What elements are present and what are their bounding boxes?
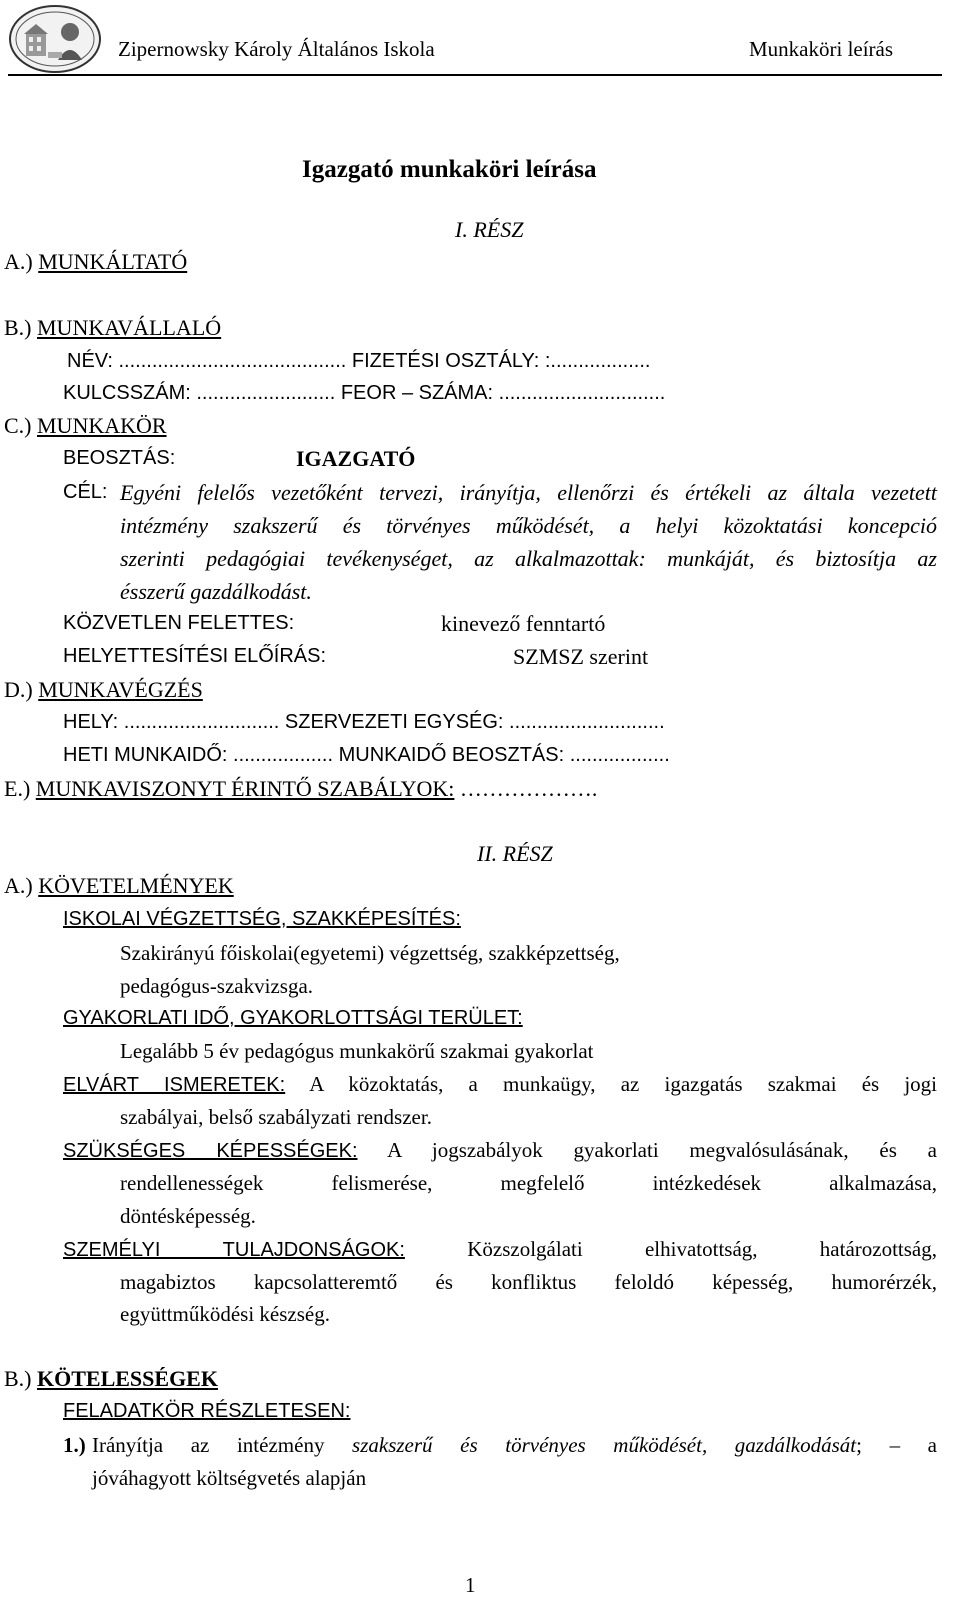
personal-text-1: Közszolgálati elhivatottság, határozottság, — [467, 1237, 938, 1261]
experience-value: Legalább 5 év pedagógus munkakörű szakmai gyakorlat — [120, 1039, 594, 1063]
section-e-label: MUNKAVISZONYT ÉRINTŐ SZABÁLYOK: — [35, 776, 455, 801]
task-1-text-c: ; – a — [856, 1433, 937, 1457]
section-c-prefix: C.) — [4, 413, 32, 438]
tasks-label: FELADATKÖR RÉSZLETESEN: — [63, 1400, 351, 1422]
key-number-line: KULCSSZÁM: ......................... FEOR – SZÁMA: .............................. — [63, 382, 666, 404]
section-c-heading — [4, 413, 167, 439]
task-1-line-2: jóváhagyott költségvetés alapján — [92, 1466, 367, 1490]
page-number: 1 — [465, 1573, 476, 1597]
personal-line-3: együttműködési készség. — [120, 1302, 330, 1326]
goal-line-4: ésszerű gazdálkodást. — [120, 579, 312, 604]
skills-line-2: rendellenességek felismerése, megfelelő intézkedések alkalmazása, — [120, 1171, 937, 1195]
section-d-prefix: D.) — [4, 677, 33, 702]
goal-line-2: intézmény szakszerű és törvényes működését, a helyi közoktatási koncepció — [120, 513, 937, 538]
personal-line-2: magabiztos kapcsolatteremtő és konfliktus feloldó képesség, humorérzék, — [120, 1270, 937, 1294]
education-line-1: Szakirányú főiskolai(egyetemi) végzettség, szakképzettség, — [120, 941, 620, 965]
goal-label: CÉL: — [63, 481, 108, 503]
knowledge-label: ELVÁRT ISMERETEK: — [63, 1074, 286, 1096]
section-b-heading — [4, 315, 221, 341]
education-label: ISKOLAI VÉGZETTSÉG, SZAKKÉPESÍTÉS: — [63, 908, 461, 930]
deputy-label: HELYETTESÍTÉSI ELŐÍRÁS: — [63, 645, 327, 667]
deputy-value: SZMSZ szerint — [513, 644, 649, 669]
personal-line-1 — [63, 1237, 937, 1262]
section-b-label: MUNKAVÁLLALÓ — [37, 315, 222, 340]
section-a-label: MUNKÁLTATÓ — [38, 249, 188, 274]
knowledge-text-1: A közoktatás, a munkaügy, az igazgatás szakmai és jogi — [309, 1072, 938, 1096]
superior-value: kinevező fenntartó — [441, 611, 606, 636]
name-line: NÉV: ......................................... FIZETÉSI OSZTÁLY: :.................. — [67, 350, 651, 372]
school-logo-icon — [8, 4, 102, 74]
goal-line-3: szerinti pedagógiai tevékenységet, az alkalmazottak: munkáját, és biztosítja az — [120, 546, 937, 571]
section-c-label: MUNKAKÖR — [37, 413, 167, 438]
section-b-prefix: B.) — [4, 315, 32, 340]
section-d-heading — [4, 677, 203, 703]
section-e-heading — [4, 776, 597, 802]
requirements-label: KÖVETELMÉNYEK — [38, 873, 234, 898]
section-e-prefix: E.) — [4, 776, 31, 801]
superior-label: KÖZVETLEN FELETTES: — [63, 612, 295, 634]
duties-label: KÖTELESSÉGEK — [37, 1366, 218, 1391]
requirements-prefix: A.) — [4, 873, 33, 898]
duties-heading — [4, 1366, 218, 1392]
skills-text-1: A jogszabályok gyakorlati megvalósulásának, és a — [387, 1138, 938, 1162]
duties-prefix: B.) — [4, 1366, 32, 1391]
place-line: HELY: ............................ SZERVEZETI EGYSÉG: ............................ — [63, 711, 665, 733]
skills-line-3: döntésképesség. — [120, 1204, 256, 1228]
header-school-name: Zipernowsky Károly Általános Iskola — [118, 37, 435, 61]
section-d-label: MUNKAVÉGZÉS — [38, 677, 203, 702]
header-document-type: Munkaköri leírás — [749, 37, 894, 61]
section-a-prefix: A.) — [4, 249, 33, 274]
knowledge-line-2: szabályai, belső szabályzati rendszer. — [120, 1105, 432, 1129]
task-1-number: 1.) — [63, 1433, 86, 1457]
skills-label: SZÜKSÉGES KÉPESSÉGEK: — [63, 1140, 358, 1162]
skills-line-1 — [63, 1138, 937, 1163]
task-1-text-a: Irányítja az intézmény — [92, 1433, 353, 1457]
personal-label: SZEMÉLYI TULAJDONSÁGOK: — [63, 1239, 405, 1261]
position-value: IGAZGATÓ — [296, 446, 416, 471]
section-e-dots: ………………. — [459, 776, 598, 801]
document-title: Igazgató munkaköri leírása — [302, 156, 597, 183]
experience-label: GYAKORLATI IDŐ, GYAKORLOTTSÁGI TERÜLET: — [63, 1007, 523, 1029]
part-1-heading: I. RÉSZ — [455, 217, 524, 242]
task-1-text-b: szakszerű és törvényes működését, gazdálkodását — [352, 1433, 857, 1457]
knowledge-line-1 — [63, 1072, 937, 1097]
goal-line-1: Egyéni felelős vezetőként tervezi, irányítja, ellenőrzi és értékeli az általa vezetett — [120, 480, 937, 505]
position-label: BEOSZTÁS: — [63, 447, 176, 469]
requirements-heading — [4, 873, 234, 899]
task-1-line-1 — [92, 1433, 937, 1458]
header-divider — [8, 74, 942, 76]
section-a-heading — [4, 249, 187, 275]
education-line-2: pedagógus-szakvizsga. — [120, 974, 314, 998]
part-2-heading: II. RÉSZ — [477, 841, 553, 866]
working-hours-line: HETI MUNKAIDŐ: .................. MUNKAIDŐ BEOSZTÁS: .................. — [63, 744, 670, 766]
